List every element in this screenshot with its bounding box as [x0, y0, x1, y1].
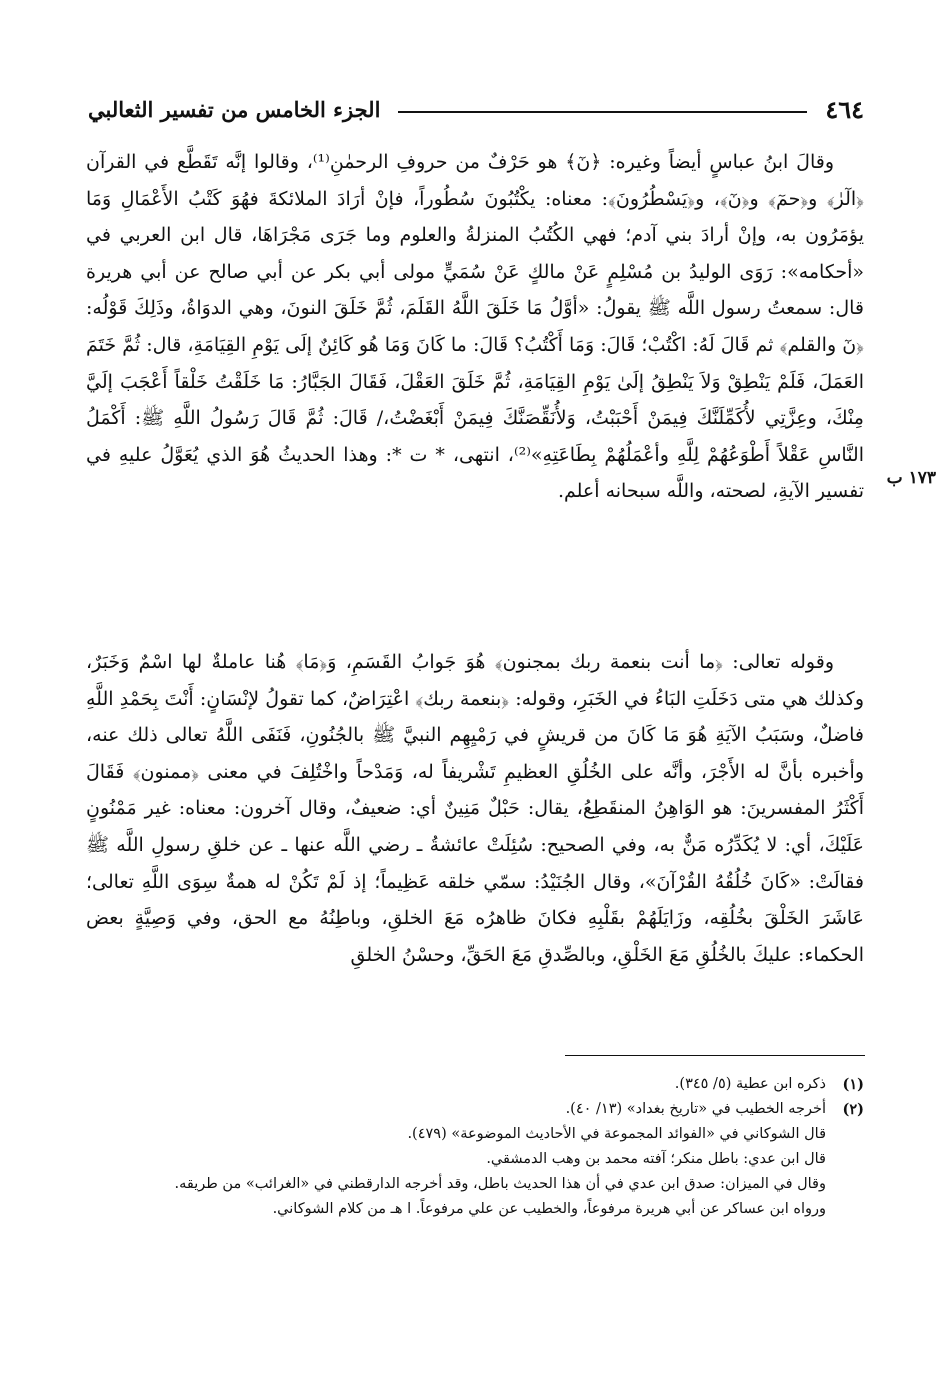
footnote-number: (١) — [842, 1076, 864, 1093]
running-title: الجزء الخامس من تفسير الثعالبي — [88, 96, 381, 122]
manuscript-folio-marker: ١٧٣ ب — [886, 468, 936, 488]
footnote-line: ذكره ابن عطية (٥/ ٣٤٥). — [674, 1076, 826, 1092]
paragraph-text: وقالَ ابنُ عباسٍ أيضاً وغيره: ﴿نٓ﴾ هو حَرْفٌ من حروفِ الرحمٰنِ⁽¹⁾، وقالوا إنَّه تَقَطَّع في القرآن ﴿الٓرٰ﴾ و﴿حمٓ﴾ و﴿نٓ﴾، و﴿يَسْطُرُونَ﴾: معناه: يكْتُبُونَ سُطُوراً، فإنْ أرَادَ الملائكةَ فهُوَ كَتْبُ الأَعْمَالِ وَمَا يؤمَرُون به، وإنْ أرادَ بني آدم؛ فهي الكُتُبُ المنزلةُ والعلوم وما جَرَى مَجْرَاهَا، قال ابن العربي في «أحكامه»: رَوَى الوليدُ بن مُسْلِمٍ عَنْ مالكٍ عَنْ سُمَيٍّ مولى أبي بكر عن أبي صالح عن أبي هريرة قال: سمعتُ رسول اللَّه ﷺ يقولُ: «أوَّلُ مَا خَلَقَ اللَّهُ القَلَمَ، ثُمَّ خَلَقَ النونَ، وهي الدوَاةُ، وذَلِكَ قَوْلُه: ﴿نٓ والقلم﴾ ثم قَالَ لَهُ: اكْتُبْ؛ قَالَ: وَمَا أَكْتُبُ؟ قَالَ: ما كَانَ وَمَا هُو كَائِنٌ إلَى يَوْمِ القِيَامَةِ، قال: ثُمَّ خَتَمَ العَمَلَ، فَلَمْ يَنْطِقْ وَلاَ يَنْطِقُ إلَىٰ يَوْمِ القِيَامَةِ، ثُمَّ خَلَقَ العَقْلَ، فَقَالَ الجَبَّارُ: مَا خَلَقْتُ خَلْقاً أَعْجَبَ إلَيَّ مِنْكَ، وعِزَّتِي لأُكَمِّلَنَّكَ فِيمَنْ أَحْبَبْتُ، وَلأُنَقِّصَنَّكَ فِيمَنْ أَبْغَضْتُ،/ قَالَ: ثُمَّ قَالَ رَسُولُ اللَّهِ ﷺ: أَكْمَلُ النَّاسِ عَقْلاً أَطْوَعُهُمْ لِلَّهِ وأعْمَلُهُمْ بِطَاعَتِهِ»⁽²⁾، انتهى، * ت *: وهذا الحديثُ هُوَ الذي يُعَوَّلُ عليهِ في تفسير الآيةِ، لصحته، واللَّه سبحانه أعلم. — [86, 151, 864, 503]
footnote-line: أخرجه الخطيب في «تاريخ بغداد» (١٣/ ٤٠). — [565, 1101, 826, 1117]
body-paragraph-2 — [86, 644, 864, 973]
paragraph-text: وقوله تعالى: ﴿ما أنت بنعمة ربك بمجنون﴾ هُوَ جَوابُ القَسَمِ، وَ﴿مَا﴾ هُنا عاملةٌ لها اسْمٌ وَخَبَرٌ، وكذلك هي متى دَخَلَتِ البَاءُ في الخَبَرِ، وقوله: ﴿بنعمة ربك﴾ اعْتِرَاضٌ، كما تقولُ لإنْسَانٍ: أَنْتَ بِحَمْدِ اللَّهِ فاضلٌ، وسَبَبُ الآيَةِ هُوَ مَا كَانَ من قريشٍ في رَمْيِهِم النبيَّ ﷺ بالجُنُونِ، فَنَفَى اللَّهُ تعالى ذلك عنه، وأخبره بأنَّ له الأَجْرَ، وأنَّه على الخُلُقِ العظيمِ تَشْريفاً له، وَمَدْحاً واخْتُلِفَ في معنى ﴿ممنون﴾ فَقَالَ أَكْثَرُ المفسرينَ: هو الوَاهِنُ المنقَطِعُ، يقال: حَبْلٌ مَنِينٌ أي: ضعيفٌ، وقال آخرون: معناه: غير مَمْنُونٍ عَلَيْكَ، أي: لا يُكَدِّرُه مَنٌّ به، وفي الصحيح: سُئِلَتْ عائشةُ ـ رضي اللَّه عنها ـ عن خلقِ رسولِ اللَّه ﷺ فقالَتْ: «كَانَ خُلُقُهُ القُرْآنَ»، وقال الجُنَيْدُ: سمّي خلقه عَظِيماً؛ إذ لَمْ تَكُنْ له همةٌ سِوَى اللَّهِ تعالى؛ عَاشَرَ الخَلْقَ بخُلُقِه، وزَايَلَهُمْ بقَلْبِهِ فكانَ ظاهرُه مَعَ الخلقِ، وباطِنُهُ مع الحق، وفي وَصِيَّةٍ بعض الحكماء: عليكَ بالخُلُقِ مَعَ الخَلْقِ، وبالصِّدقِ مَعَ الحَقِّ، وحسْنُ الخلقِ — [86, 651, 864, 966]
footnote-body — [100, 1097, 826, 1222]
page-number: ٤٦٤ — [825, 94, 864, 124]
footnote-body — [100, 1072, 826, 1097]
footnote-separator — [565, 1055, 865, 1056]
footnotes — [100, 1072, 864, 1222]
footnote-number: (٢) — [842, 1101, 864, 1118]
footnote-line: قال الشوكاني في «الفوائد المجموعة في الأحاديث الموضوعة» (٤٧٩). — [407, 1126, 826, 1142]
footnote-line: قال ابن عدي: باطل منكر؛ آفته محمد بن وهب الدمشقي. — [486, 1151, 826, 1167]
footnote-1 — [100, 1072, 864, 1097]
page-header — [88, 92, 864, 126]
footnote-line: ورواه ابن عساكر عن أبي هريرة مرفوعاً، والخطيب عن علي مرفوعاً. ا هـ من كلام الشوكاني. — [272, 1201, 826, 1217]
body-paragraph-1 — [86, 144, 864, 510]
header-rule — [398, 111, 807, 113]
footnote-line: وقال في الميزان: صدق ابن عدي في أن هذا الحديث باطل، وقد أخرجه الدارقطني في «الغرائب» من طريقه. — [174, 1176, 826, 1192]
footnote-2 — [100, 1097, 864, 1222]
